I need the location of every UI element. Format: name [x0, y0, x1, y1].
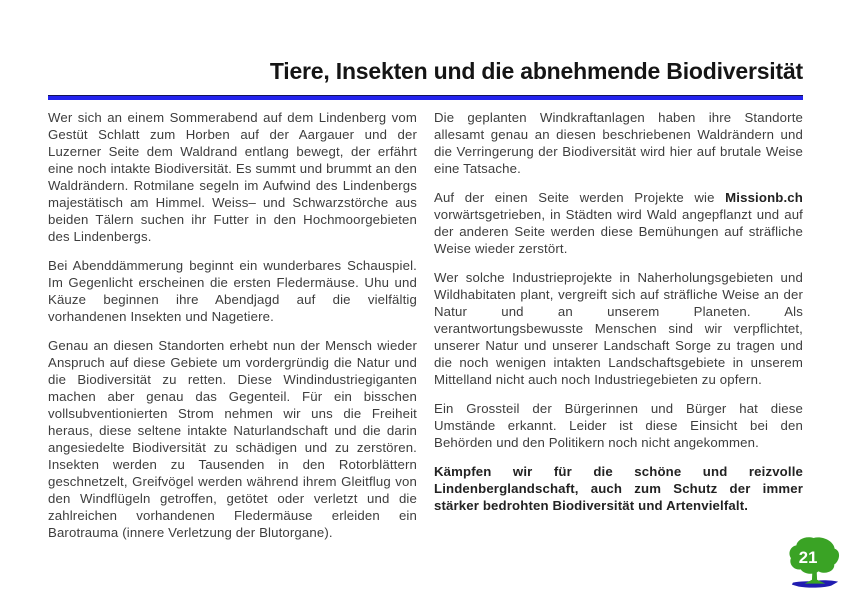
text-run: Wer solche Industrieprojekte in Naherholungsgebieten und Wildhabitaten plant, vergreift sich auf sträfliche Weise an der Natur und an unserem Planeten. Als verantwortungsbewusste Menschen sind wir verpflichtet, unserer Natur und unserer Landschaft Sorge zu tragen und die noch wenigen intakten Landschaftsgebiete in unserem Mittelland nicht auch noch Industriegebieten zu opfern.	[434, 270, 803, 387]
title-rule-divider	[48, 95, 803, 100]
text-run: Ein Grossteil der Bürgerinnen und Bürger hat diese Umstände erkannt. Leider ist diese Einsicht bei den Behörden und den Politikern noch nicht angekommen.	[434, 401, 803, 450]
page-number-badge	[786, 536, 845, 592]
paragraph	[48, 257, 417, 325]
page-number: 21	[798, 548, 818, 568]
paragraph	[434, 463, 803, 514]
column-left	[48, 109, 417, 553]
paragraph	[434, 400, 803, 451]
paragraph	[48, 109, 417, 245]
text-run: Genau an diesen Standorten erhebt nun der Mensch wieder Anspruch auf diese Gebiete um vordergründig die Natur und die Biodiversität zu retten. Diese Windindustriegiganten machen aber genau das Gegenteil. Für ein bisschen vollsubventionierten Strom nehmen wir uns die Freiheit heraus, diese seltene intakte Naturlandschaft und die darin angesiedelte Biodiversität zu schädigen und zu zerstören. Insekten werden zu Tausenden in den Rotorblättern geschnetzelt, Greifvögel werden während ihrem Gleitflug von den Windflügeln getroffen, getötet oder verletzt und die zahlreichen vorhandenen Fledermäuse erleiden ein Barotrauma (innere Verletzung der Blutorgane).	[48, 338, 417, 540]
paragraph	[48, 337, 417, 541]
bold-text-run: Kämpfen wir für die schöne und reizvolle Lindenberglandschaft, auch zum Schutz der immer stärker bedrohten Biodiversität und Artenvielfalt.	[434, 464, 803, 513]
paragraph	[434, 189, 803, 257]
two-column-layout	[48, 109, 803, 553]
text-run: Auf der einen Seite werden Projekte wie	[434, 190, 726, 205]
text-run: Bei Abenddämmerung beginnt ein wunderbares Schauspiel. Im Gegenlicht erscheinen die ersten Fledermäuse. Uhu und Käuze beginnen ihre Abendjagd auf die vielfältig vorhandenen Insekten und Nagetiere.	[48, 258, 417, 324]
text-run: vorwärtsgetrieben, in Städten wird Wald angepflanzt und auf der anderen Seite werden diese Bemühungen auf sträfliche Weise wieder zerstört.	[434, 207, 803, 256]
text-run: Die geplanten Windkraftanlagen haben ihre Standorte allesamt genau an diesen beschriebenen Waldrändern und die Verringerung der Biodiversität wird hier auf brutale Weise eine Tatsache.	[434, 110, 803, 176]
page-title: Tiere, Insekten und die abnehmende Biodiversität	[269, 58, 803, 84]
column-right	[434, 109, 803, 553]
tree-icon	[786, 536, 845, 592]
paragraph	[434, 109, 803, 177]
text-run: Wer sich an einem Sommerabend auf dem Lindenberg vom Gestüt Schlatt zum Horben auf der Aargauer und der Luzerner Seite dem Waldrand entlang bewegt, der erfährt eine noch intakte Biodiversität. Es summt und brummt an den Waldrändern. Rotmilane segeln im Aufwind des Lindenbergs majestätisch am Himmel. Weiss– und Schwarzstörche aus beiden Tälern suchen ihr Futter in den Hochmoorgebieten des Lindenbergs.	[48, 110, 417, 244]
bold-text-run: Missionb.ch	[725, 190, 803, 205]
paragraph	[434, 269, 803, 388]
